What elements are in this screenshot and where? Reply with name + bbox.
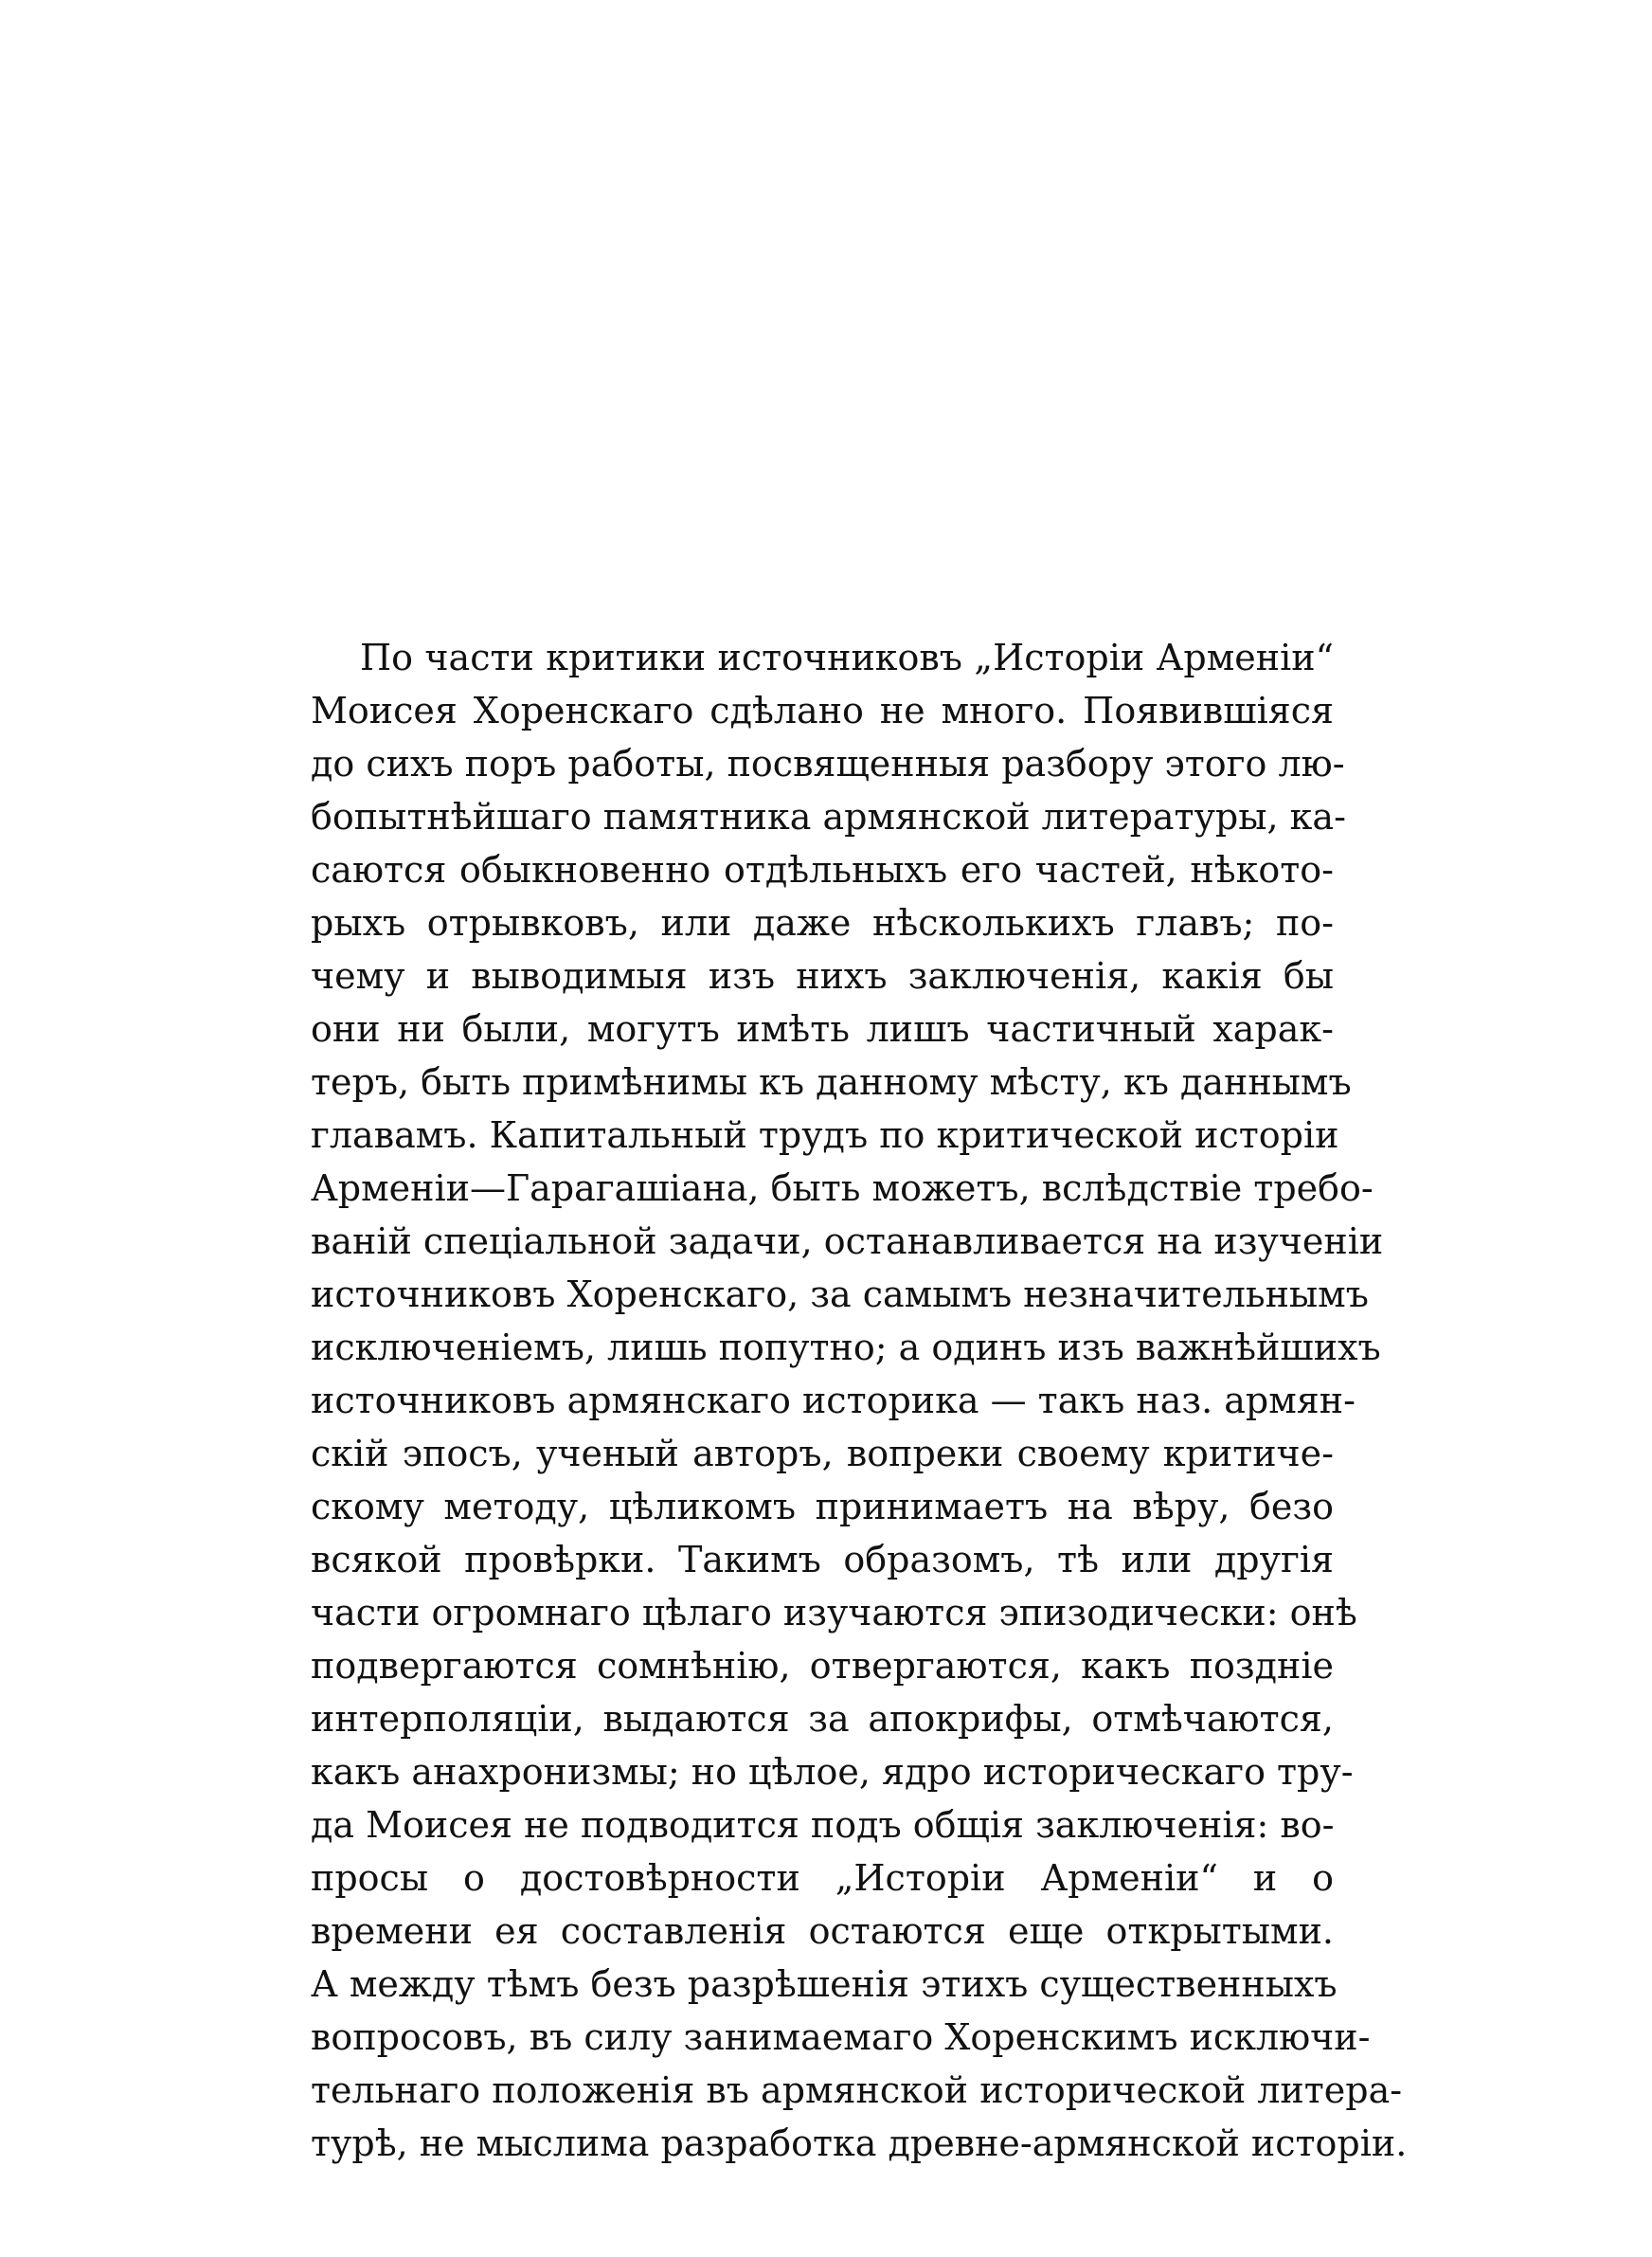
text-line-15: источниковъ армянскаго историка — такъ наз. армян- [311, 1380, 1356, 1421]
text-line-8: они ни были, могутъ имѣть лишъ частичный харак- [311, 1008, 1334, 1050]
text-line-20: подвергаются сомнѣнію, отвергаются, какъ поздніе [311, 1645, 1334, 1687]
text-line-11: Арменіи—Гарагашіана, быть можетъ, вслѣдствіе требо- [311, 1167, 1374, 1209]
text-line-17: скому методу, цѣликомъ принимаетъ на вѣру, безо [311, 1486, 1334, 1527]
text-line-25: времени ея составленія остаются еще открытыми. [311, 1910, 1334, 1952]
text-line-7: чему и выводимыя изъ нихъ заключенія, какія бы [311, 955, 1334, 997]
text-line-18: всякой провѣрки. Такимъ образомъ, тѣ или другія [311, 1539, 1334, 1580]
text-line-16: скій эпосъ, ученый авторъ, вопреки своему критиче- [311, 1433, 1334, 1474]
text-line-13: источниковъ Хоренскаго, за самымъ незначительнымъ [311, 1273, 1369, 1315]
text-line-4: бопытнѣйшаго памятника армянской литературы, ка- [311, 796, 1346, 838]
text-line-23: да Моисея не подводится подъ общія заключенія: во- [311, 1804, 1335, 1846]
text-line-22: какъ анахронизмы; но цѣлое, ядро историческаго тру- [311, 1751, 1354, 1793]
text-line-2: Моисея Хоренскаго сдѣлано не много. Появившіяся [311, 690, 1334, 731]
text-line-21: интерполяціи, выдаются за апокрифы, отмѣчаются, [311, 1698, 1334, 1740]
text-line-5: саются обыкновенно отдѣльныхъ его частей, нѣкото- [311, 849, 1334, 891]
text-line-10: главамъ. Капитальный трудъ по критической исторіи [311, 1114, 1339, 1156]
text-line-26: А между тѣмъ безъ разрѣшенія этихъ существенныхъ [311, 1963, 1338, 2005]
text-line-29: турѣ, не мыслима разработка древне-армянской исторіи. [311, 2122, 1408, 2164]
text-line-3: до сихъ поръ работы, посвященныя разбору этого лю- [311, 743, 1345, 785]
text-line-28: тельнаго положенія въ армянской исторической литера- [311, 2069, 1403, 2111]
text-line-6: рыхъ отрывковъ, или даже нѣсколькихъ главъ; по- [311, 902, 1334, 944]
text-line-19: части огромнаго цѣлаго изучаются эпизодически: онѣ [311, 1592, 1357, 1634]
text-line-14: исключеніемъ, лишь попутно; а одинъ изъ важнѣйшихъ [311, 1327, 1381, 1368]
text-line-24: просы о достовѣрности „Исторіи Арменіи“ и о [311, 1857, 1334, 1899]
text-line-27: вопросовъ, въ силу занимаемаго Хоренскимъ исключи- [311, 2016, 1371, 2058]
text-line-12: ваній спеціальной задачи, останавливается на изученіи [311, 1220, 1384, 1262]
text-line-9: теръ, быть примѣнимы къ данному мѣсту, къ даннымъ [311, 1061, 1352, 1103]
text-line-1: По части критики источниковъ „Исторіи Арменіи“ [360, 637, 1334, 678]
